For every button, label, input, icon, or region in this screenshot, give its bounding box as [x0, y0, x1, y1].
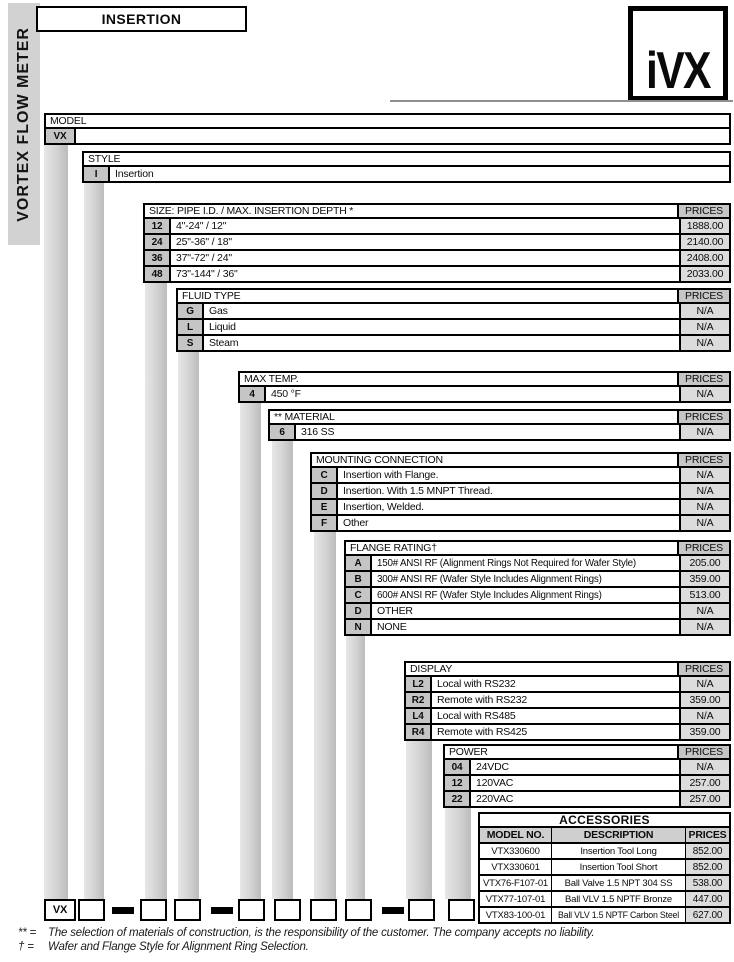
option-price: 2140.00 [679, 235, 729, 249]
option-price: N/A [679, 760, 729, 774]
section-title: SIZE: PIPE I.D. / MAX. INSERTION DEPTH * [149, 205, 354, 217]
accessories-table [478, 812, 731, 924]
connector-bar-material [272, 439, 293, 899]
column-header-prices: PRICES [685, 828, 729, 842]
option-code: G [178, 304, 204, 318]
option-code: L [178, 320, 204, 334]
footnote-text: The selection of materials of construction, is the responsibility of the customer. The company accepts no liability. [48, 927, 595, 939]
option-desc: Other [343, 517, 369, 529]
footnote-flange [18, 941, 594, 953]
option-price: N/A [679, 484, 729, 498]
accessories-title: ACCESSORIES [478, 812, 731, 828]
accessory-row [478, 860, 731, 876]
option-desc: 316 SS [301, 426, 335, 438]
option-code: VX [46, 129, 76, 143]
option-row [238, 387, 731, 403]
option-price: N/A [679, 387, 729, 401]
prices-column-header: PRICES [677, 205, 729, 217]
code-box-display [408, 899, 435, 921]
option-code: 36 [145, 251, 171, 265]
option-price: N/A [679, 468, 729, 482]
option-code: C [346, 588, 372, 602]
option-price: N/A [679, 320, 729, 334]
accessory-price: 852.00 [685, 860, 729, 874]
option-code: 48 [145, 267, 171, 281]
dash-separator [211, 907, 233, 914]
option-row [143, 251, 731, 267]
option-price: N/A [679, 425, 729, 439]
option-row [404, 709, 731, 725]
vertical-ribbon [8, 3, 40, 245]
accessory-desc: Insertion Tool Short [579, 861, 658, 873]
prices-column-header: PRICES [677, 542, 729, 554]
option-row [344, 556, 731, 572]
option-desc: Insertion. With 1.5 MNPT Thread. [343, 485, 493, 497]
option-code: 22 [445, 792, 471, 806]
option-price: 257.00 [679, 792, 729, 806]
section-header [82, 151, 731, 167]
option-code: R4 [406, 725, 432, 739]
code-box-size [140, 899, 167, 921]
option-price: N/A [679, 604, 729, 618]
option-price: 1888.00 [679, 219, 729, 233]
option-row [143, 235, 731, 251]
code-prefix: VX [52, 904, 68, 916]
option-row [310, 500, 731, 516]
prices-column-header: PRICES [677, 411, 729, 423]
option-desc: Insertion, Welded. [343, 501, 424, 513]
option-code: I [84, 167, 110, 181]
section-max-temp [238, 371, 731, 403]
footnote-marker: ** = [18, 927, 37, 939]
connector-bar-flange [346, 634, 365, 899]
section-header [404, 661, 731, 677]
option-desc: Remote with RS232 [437, 694, 527, 706]
option-desc: Liquid [209, 321, 236, 333]
option-row [143, 219, 731, 235]
accessory-model: VTX77-107-01 [480, 892, 552, 906]
option-price: 359.00 [679, 572, 729, 586]
connector-bar-power [445, 806, 471, 899]
option-code: E [312, 500, 338, 514]
section-header [143, 203, 731, 219]
section-material [268, 409, 731, 441]
option-row [344, 620, 731, 636]
option-desc: 600# ANSI RF (Wafer Style Includes Alignment Rings) [377, 589, 602, 601]
page-title-box [36, 6, 247, 32]
section-mounting-connection [310, 452, 731, 532]
footnote-text: Wafer and Flange Style for Alignment Ring Selection. [48, 941, 309, 953]
section-header [176, 288, 731, 304]
connector-bar-size [145, 281, 167, 899]
option-row [310, 516, 731, 532]
option-code: 24 [145, 235, 171, 249]
option-price: N/A [679, 500, 729, 514]
accessory-row [478, 892, 731, 908]
option-price: N/A [679, 304, 729, 318]
brand-logo [628, 6, 728, 101]
option-row [344, 588, 731, 604]
option-code: F [312, 516, 338, 530]
option-desc: Remote with RS425 [437, 726, 527, 738]
option-code: L2 [406, 677, 432, 691]
divider-line [390, 100, 733, 102]
option-code: 12 [445, 776, 471, 790]
option-desc: 300# ANSI RF (Wafer Style Includes Alignment Rings) [377, 573, 602, 585]
connector-bar-model [44, 143, 68, 899]
option-desc: Gas [209, 305, 228, 317]
option-desc: Insertion [115, 168, 154, 180]
option-desc: 24VDC [476, 761, 509, 773]
option-row [44, 129, 731, 145]
connector-bar-display [406, 739, 432, 899]
footnotes [18, 927, 594, 955]
footnote-marker: † = [18, 941, 34, 953]
code-box-mounting [310, 899, 337, 921]
prices-column-header: PRICES [677, 290, 729, 302]
accessory-model: VTX83-100-01 [480, 908, 552, 922]
accessory-desc: Insertion Tool Long [580, 845, 657, 857]
section-fluid-type [176, 288, 731, 352]
code-box-fluid [174, 899, 201, 921]
accessory-row [478, 844, 731, 860]
prices-column-header: PRICES [677, 746, 729, 758]
accessory-model: VTX330600 [480, 844, 552, 858]
option-row [310, 468, 731, 484]
section-header [268, 409, 731, 425]
option-code: D [346, 604, 372, 618]
section-header [443, 744, 731, 760]
option-desc [76, 129, 729, 143]
accessories-header-row [478, 828, 731, 844]
option-desc: Local with RS232 [437, 678, 516, 690]
option-desc: 73"-144" / 36" [176, 268, 238, 280]
section-title: MODEL [50, 115, 87, 127]
accessory-desc: Ball VLV 1.5 NPTF Bronze [565, 893, 672, 905]
section-title: ** MATERIAL [274, 411, 335, 423]
option-row [443, 776, 731, 792]
option-price: N/A [679, 336, 729, 350]
option-desc: NONE [377, 621, 407, 633]
option-row [443, 760, 731, 776]
option-code: R2 [406, 693, 432, 707]
code-box-flange [345, 899, 372, 921]
option-row [404, 725, 731, 741]
section-title: FLANGE RATING† [350, 542, 437, 554]
option-code: L4 [406, 709, 432, 723]
section-title: DISPLAY [410, 663, 453, 675]
option-price: N/A [679, 709, 729, 723]
option-price: 2408.00 [679, 251, 729, 265]
section-title: FLUID TYPE [182, 290, 241, 302]
section-style [82, 151, 731, 183]
accessory-row [478, 876, 731, 892]
section-display [404, 661, 731, 741]
connector-bar-maxtemp [240, 401, 261, 899]
option-desc: 150# ANSI RF (Alignment Rings Not Required for Wafer Style) [377, 557, 636, 569]
option-row [176, 336, 731, 352]
code-box-material [274, 899, 301, 921]
product-family-label: VORTEX FLOW METER [15, 26, 32, 222]
prices-column-header: PRICES [677, 454, 729, 466]
code-box-prefix [44, 899, 76, 921]
code-box-style [78, 899, 105, 921]
section-power [443, 744, 731, 808]
section-size [143, 203, 731, 283]
option-desc: 450 °F [271, 388, 301, 400]
option-price: N/A [679, 677, 729, 691]
option-desc: Insertion with Flange. [343, 469, 439, 481]
section-header [344, 540, 731, 556]
option-code: 4 [240, 387, 266, 401]
option-desc: OTHER [377, 605, 413, 617]
section-title: MOUNTING CONNECTION [316, 454, 443, 466]
accessory-row [478, 908, 731, 924]
code-box-maxtemp [238, 899, 265, 921]
option-code: C [312, 468, 338, 482]
option-code: 04 [445, 760, 471, 774]
section-header [310, 452, 731, 468]
accessory-price: 447.00 [685, 892, 729, 906]
option-code: 6 [270, 425, 296, 439]
dash-separator [382, 907, 404, 914]
page-title: INSERTION [101, 11, 182, 27]
option-code: D [312, 484, 338, 498]
column-header-description: DESCRIPTION [552, 828, 685, 842]
option-price: 359.00 [679, 725, 729, 739]
accessory-price: 852.00 [685, 844, 729, 858]
option-desc: 37"-72" / 24" [176, 252, 232, 264]
brand-logo-text: iVX [646, 41, 710, 100]
option-desc: Local with RS485 [437, 710, 516, 722]
option-row [82, 167, 731, 183]
option-code: 12 [145, 219, 171, 233]
option-row [176, 320, 731, 336]
column-header-model-no: MODEL NO. [480, 828, 552, 842]
option-row [404, 677, 731, 693]
option-row [143, 267, 731, 283]
option-code: A [346, 556, 372, 570]
accessory-model: VTX76-F107-01 [480, 876, 552, 890]
option-code: B [346, 572, 372, 586]
accessory-desc: Ball Valve 1.5 NPT 304 SS [564, 877, 673, 889]
connector-bar-mounting [314, 530, 336, 899]
accessory-price: 538.00 [685, 876, 729, 890]
option-price: 205.00 [679, 556, 729, 570]
option-desc: 25"-36" / 18" [176, 236, 232, 248]
code-box-power [448, 899, 475, 921]
section-title: STYLE [88, 153, 121, 165]
accessory-price: 627.00 [685, 908, 729, 922]
option-price: 513.00 [679, 588, 729, 602]
option-desc: 120VAC [476, 777, 514, 789]
option-row [344, 604, 731, 620]
section-header [44, 113, 731, 129]
option-price: 2033.00 [679, 267, 729, 281]
option-row [443, 792, 731, 808]
option-price: N/A [679, 620, 729, 634]
option-row [176, 304, 731, 320]
option-price: 257.00 [679, 776, 729, 790]
accessory-desc: Ball VLV 1.5 NPTF Carbon Steel [558, 910, 679, 920]
option-row [344, 572, 731, 588]
section-title: MAX TEMP. [244, 373, 299, 385]
footnote-material [18, 927, 594, 939]
option-code: N [346, 620, 372, 634]
option-desc: 220VAC [476, 793, 514, 805]
option-row [404, 693, 731, 709]
connector-bar-style [84, 181, 104, 899]
option-code: S [178, 336, 204, 350]
dash-separator [112, 907, 134, 914]
prices-column-header: PRICES [677, 373, 729, 385]
accessory-model: VTX330601 [480, 860, 552, 874]
connector-bar-fluid [178, 350, 199, 899]
option-desc: 4"-24" / 12" [176, 220, 227, 232]
option-row [268, 425, 731, 441]
section-flange-rating [344, 540, 731, 636]
option-price: N/A [679, 516, 729, 530]
option-row [310, 484, 731, 500]
prices-column-header: PRICES [677, 663, 729, 675]
option-desc: Steam [209, 337, 239, 349]
section-title: POWER [449, 746, 488, 758]
option-price: 359.00 [679, 693, 729, 707]
section-header [238, 371, 731, 387]
section-model [44, 113, 731, 145]
